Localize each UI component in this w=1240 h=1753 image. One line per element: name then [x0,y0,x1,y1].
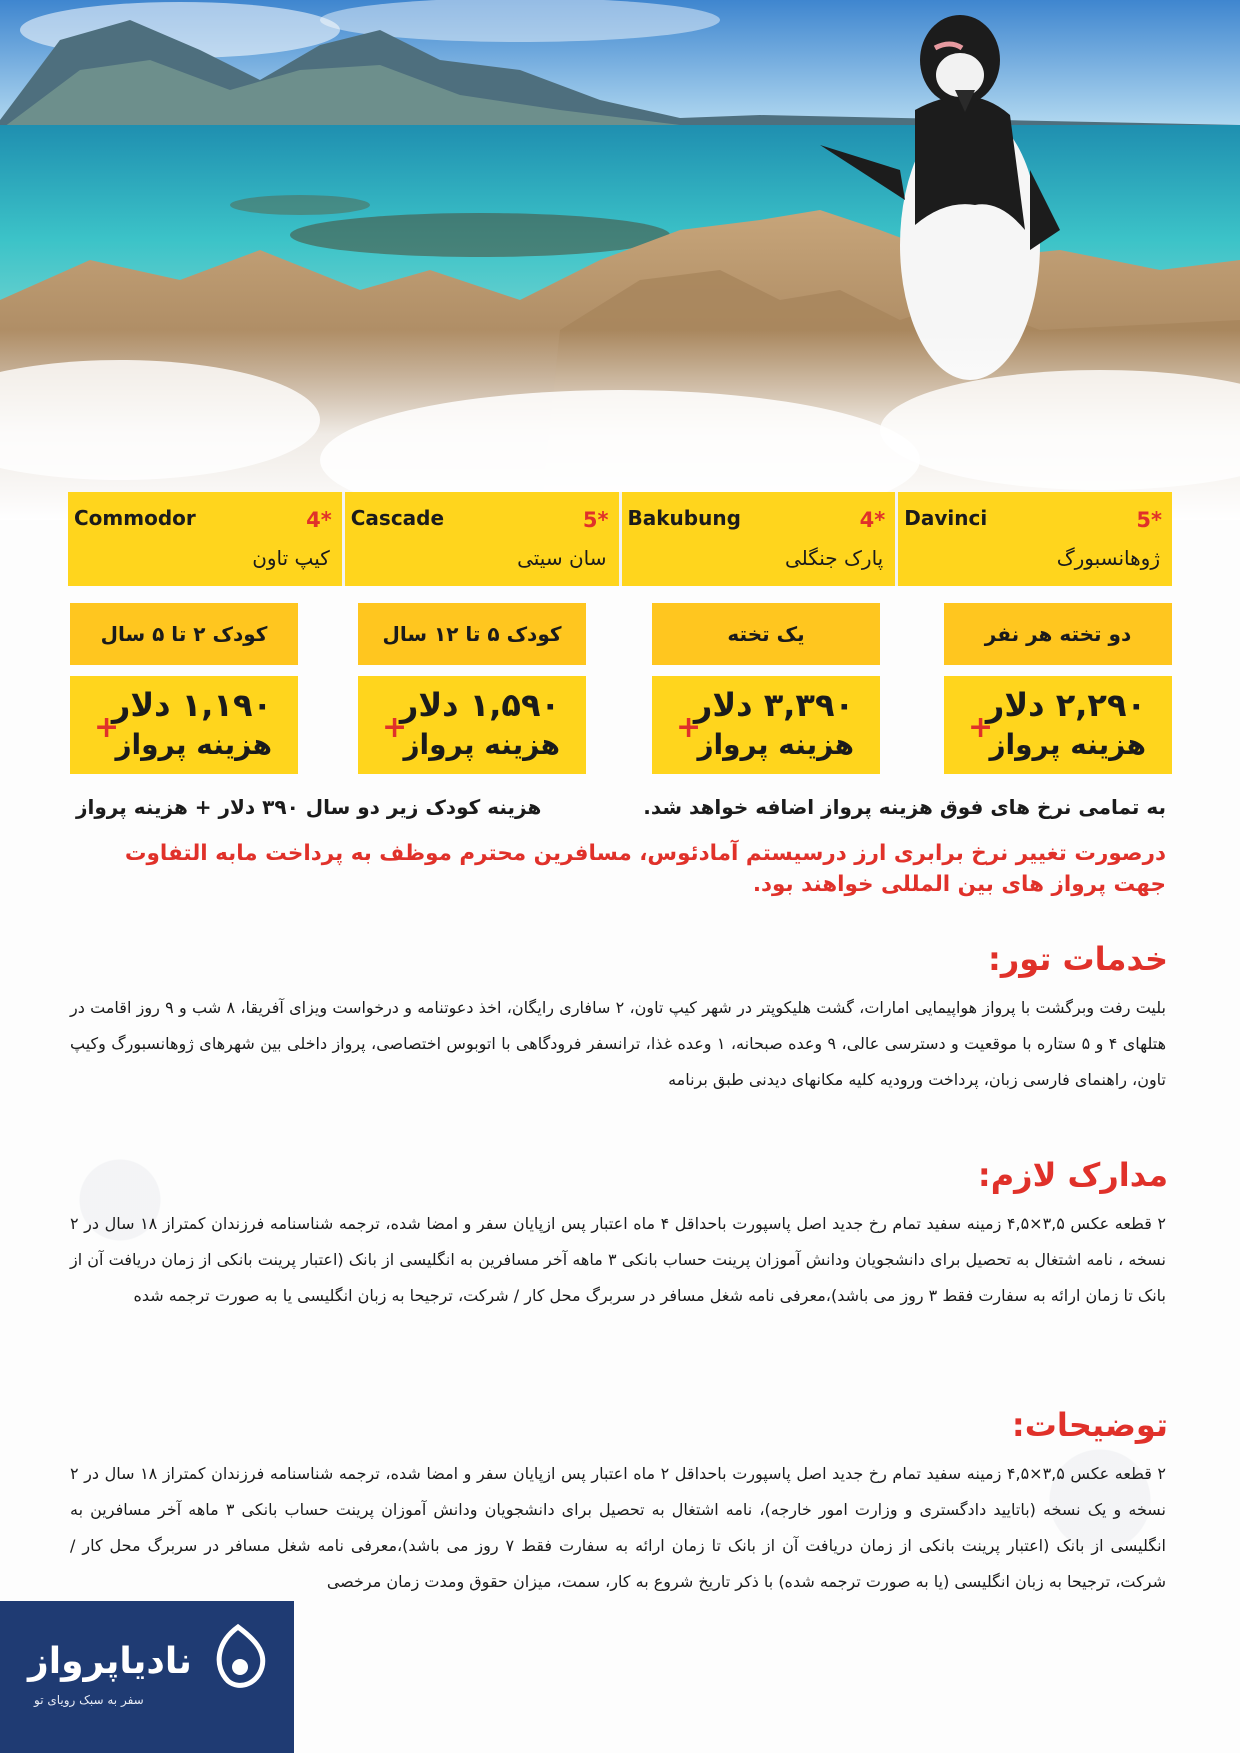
hotel-name: Commodor [74,506,196,530]
hotel-city: ژوهانسبورگ [1056,546,1160,570]
room-type-double: دو تخته هر نفر [944,603,1172,665]
services-body: بلیت رفت وبرگشت با پرواز هواپیمایی امارات، گشت هلیکوپتر در شهر کیپ تاون، ۲ سافاری رایگان، اخذ دعوتنامه و درخواست ویزای آفریقا، ۸ شب و ۹ روز اقامت در هتلهای ۴ و ۵ ستاره با موقعیت و دسترسی عالی، ۹ وعده صبحانه، ۱ وعده غذا، ترانسفر فرودگاهی با اتوبوس اختصاصی، پرواز داخلی بین شهرهای ژوهانسبورگ وکیپ تاون، راهنمای فارسی زبان، پرداخت ورودیه کلیه مکانهای دیدنی طبق برنامه [70,998,1167,1089]
price-flight-label: هزینه پرواز [697,728,854,761]
hotel-name: Cascade [350,506,445,530]
services-title: خدمات تور: [988,940,1168,978]
price-amount: ۱,۱۹۰ دلار [111,686,272,724]
hotel-card-commodor [68,492,345,586]
hotel-stars: 4* [306,508,332,532]
hotel-stars: 5* [1136,508,1162,532]
hotel-stars: 5* [582,508,609,532]
plus-sign: + [382,710,408,745]
plus-sign: + [968,710,994,745]
hotel-stars: 4* [859,508,886,532]
price-flight-label: هزینه پرواز [115,728,272,761]
price-box-single [652,676,880,774]
hotel-card-bakubung [622,492,899,586]
notes-body: ۲ قطعه عکس ۳,۵×۴,۵ زمینه سفید تمام رخ جدید اصل پاسپورت باحداقل ۲ ماه اعتبار پس ازپایان سفر و امضا شده، ترجمه شناسنامه فرزندان کمتراز ۱۸ سال در ۲ نسخه و یک نسخه (باتایید دادگستری و وزارت امور خارجه)، نامه اشتغال به تحصیل برای دانشجویان ودانش آموزان پرینت حساب بانکی ۳ ماهه آخر مسافرین به انگلیسی از بانک (اعتبار پرینت بانکی از زمان دریافت آن از بانک تا زمان ارائه به سفارت فقط ۷ روز می باشد)،معرفی نامه شغل مسافر در سربرگ محل کار / شرکت، ترجیحا به زبان انگلیسی (یا به صورت ترجمه شده) با ذکر تاریخ شروع به کار، سمت، میزان حقوق ومدت زمان مرخصی [70,1464,1167,1591]
hotel-city: پارک جنگلی [784,546,884,570]
brand-name: نادیاپرواز [28,1641,192,1682]
notes-title: توضیحات: [1011,1406,1168,1444]
hero-image [0,0,1240,520]
note-infant-price: هزینه کودک زیر دو سال ۳۹۰ دلار + هزینه پرواز [76,795,542,819]
hotels-row [68,492,1172,586]
hotel-city: سان سیتی [517,546,607,570]
price-amount: ۳,۳۹۰ دلار [693,686,854,724]
hotel-name: Davinci [904,506,988,530]
price-amount: ۱,۵۹۰ دلار [399,686,560,724]
price-flight-label: هزینه پرواز [989,728,1146,761]
hotel-name: Bakubung [627,506,741,530]
plus-sign: + [94,710,120,745]
note-flight-added: به تمامی نرخ های فوق هزینه پرواز اضافه خواهد شد. [643,795,1166,819]
room-type-child-2-5: کودک ۲ تا ۵ سال [70,603,298,665]
hotel-city: کیپ تاون [252,546,330,570]
room-type-single: یک تخته [652,603,880,665]
brand-mark-icon [206,1623,270,1693]
price-flight-label: هزینه پرواز [403,728,560,761]
room-type-child-5-12: کودک ۵ تا ۱۲ سال [358,603,586,665]
price-box-child-5-12 [358,676,586,774]
price-box-child-2-5 [70,676,298,774]
plus-sign: + [676,710,702,745]
exchange-rate-warning: درصورت تغییر نرخ برابری ارز درسیستم آمادئوس، مسافرین محترم موظف به پرداخت مابه التفاوت جهت پرواز های بین المللی خواهند بود. [124,841,1166,897]
brand-logo [0,1601,294,1753]
hotel-card-cascade [345,492,622,586]
documents-body: ۲ قطعه عکس ۳,۵×۴,۵ زمینه سفید تمام رخ جدید اصل پاسپورت باحداقل ۴ ماه اعتبار پس ازپایان سفر و امضا شده، ترجمه شناسنامه فرزندان کمتراز ۱۸ سال در ۲ نسخه ، نامه اشتغال به تحصیل برای دانشجویان ودانش آموزان پرینت حساب بانکی ۳ ماهه آخر مسافرین به انگلیسی از بانک (اعتبار پرینت بانکی از زمان دریافت آن از بانک تا زمان ارائه به سفارت فقط ۳ روز می باشد)،معرفی نامه شغل مسافر در سربرگ محل کار / شرکت، ترجیحا به زبان انگلیسی یا به صورت ترجمه شده [70,1214,1167,1305]
brand-tagline: سفر به سبک رویای تو [34,1693,144,1707]
price-amount: ۲,۲۹۰ دلار [985,686,1146,724]
documents-title: مدارک لازم: [977,1156,1168,1194]
hotel-card-davinci [898,492,1172,586]
price-box-double [944,676,1172,774]
